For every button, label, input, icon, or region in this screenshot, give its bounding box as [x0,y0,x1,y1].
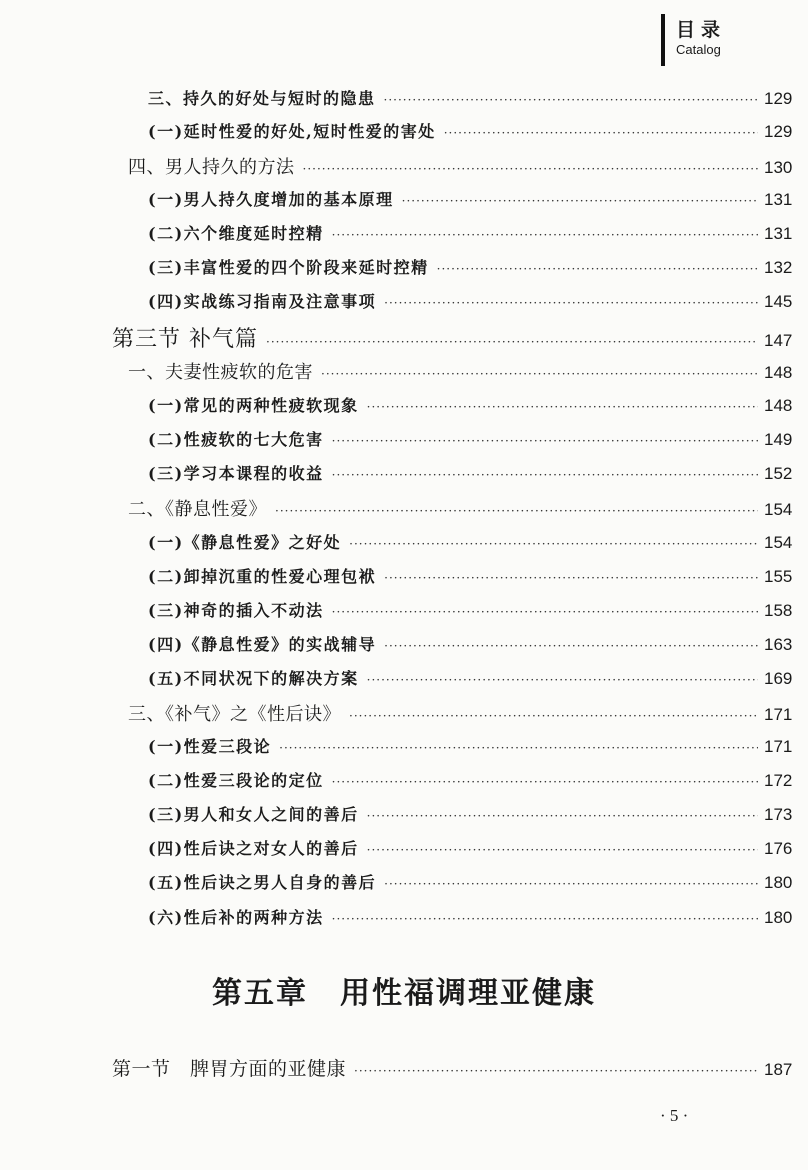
toc-leader-dots [402,194,758,208]
toc-entry-page: 187 [764,1060,793,1079]
toc-leader-dots [384,639,758,653]
header-bar [661,14,665,66]
toc-entry-page: 129 [764,89,793,108]
toc-leader-dots [384,877,758,891]
toc-entry[interactable] [0,119,808,142]
header-subtitle: Catalog [676,42,721,57]
toc-entry[interactable] [0,427,808,450]
toc-entry-title: (一)性爱三段论 [148,737,272,756]
toc-entry-page: 158 [764,601,793,620]
toc-leader-dots [332,468,758,482]
toc-entry-page: 180 [764,908,793,927]
toc-entry-title: (二)六个维度延时控精 [148,224,324,243]
toc-entry[interactable] [0,666,808,689]
toc-entry[interactable] [0,289,808,312]
toc-leader-dots [367,809,758,823]
toc-leader-dots [384,93,758,107]
toc-leader-dots [279,741,758,755]
toc-entry-page: 132 [764,258,793,277]
toc-entry-title: (六)性后补的两种方法 [148,908,324,927]
toc-entry-title: (三)男人和女人之间的善后 [148,805,359,824]
toc-entry[interactable] [0,393,808,416]
toc-entry-page: 145 [764,292,793,311]
toc-entry-page: 172 [764,771,793,790]
toc-leader-dots [321,367,758,381]
toc-leader-dots [332,605,758,619]
toc-entry-page: 129 [764,122,793,141]
toc-entry-title: (二)性疲软的七大危害 [148,430,324,449]
toc-entry-title: 二、《静息性爱》 [128,499,267,520]
toc-leader-dots [266,335,758,349]
toc-entry-page: 131 [764,190,793,209]
toc-leader-dots [332,912,758,926]
toc-entry[interactable] [0,905,808,928]
toc-entry[interactable] [0,564,808,587]
toc-entry[interactable] [0,836,808,859]
toc-entry-title: (三)学习本课程的收益 [148,464,324,483]
toc-entry-title: (四)实战练习指南及注意事项 [148,292,377,311]
toc-entry[interactable] [0,700,808,726]
page-number: · 5 · [660,1106,689,1125]
toc-leader-dots [349,537,758,551]
toc-leader-dots [444,126,758,140]
toc-entry[interactable] [0,86,808,109]
toc-leader-dots [384,571,758,585]
toc-entry-page: 148 [764,396,793,415]
toc-entry-page: 173 [764,805,793,824]
toc-entry-title: (一)延时性爱的好处,短时性爱的害处 [148,122,436,141]
toc-entry[interactable] [0,221,808,244]
header-title: 目录 [676,19,727,41]
toc-entry-page: 169 [764,669,793,688]
toc-entry[interactable] [0,187,808,210]
chapter-title: 第五章 用性福调理亚健康 [212,976,596,1011]
toc-entry-page: 148 [764,363,793,382]
toc-entry-title: (三)神奇的插入不动法 [148,601,324,620]
toc-entry-title: 一、夫妻性疲软的危害 [128,362,313,383]
toc-entry-page: 131 [764,224,793,243]
toc-entry[interactable] [0,530,808,553]
toc-entry-title: (四)性后诀之对女人的善后 [148,839,359,858]
toc-leader-dots [384,296,758,310]
toc-entry-title: (二)卸掉沉重的性爱心理包袱 [148,567,377,586]
toc-entry[interactable] [0,768,808,791]
toc-entry-title: 四、男人持久的方法 [128,157,295,178]
toc-leader-dots [332,775,758,789]
toc-entry[interactable] [0,632,808,655]
toc-entry-page: 163 [764,635,793,654]
toc-leader-dots [332,228,758,242]
toc-leader-dots [367,400,758,414]
toc-entry[interactable] [0,802,808,825]
toc-entry-page: 130 [764,158,793,177]
toc-entry-page: 154 [764,533,793,552]
toc-leader-dots [367,673,758,687]
toc-entry-title: (五)性后诀之男人自身的善后 [148,873,377,892]
toc-entry[interactable] [0,255,808,278]
toc-entry-title: (二)性爱三段论的定位 [148,771,324,790]
toc-entry-page: 176 [764,839,793,858]
toc-entry-page: 171 [764,705,793,724]
toc-entry[interactable] [0,870,808,893]
toc-entry-title: (四)《静息性爱》的实战辅导 [148,635,377,654]
toc-entry-section[interactable] [0,1054,808,1081]
toc-entry[interactable] [0,734,808,757]
toc-entry[interactable] [0,495,808,521]
toc-leader-dots [332,434,758,448]
toc-entry-title: 三、《补气》之《性后诀》 [128,704,341,725]
toc-entry-title: 第一节 脾胃方面的亚健康 [112,1058,347,1080]
toc-entry[interactable] [0,461,808,484]
toc-entry[interactable] [0,598,808,621]
toc-entry-page: 171 [764,737,793,756]
toc-leader-dots [437,262,758,276]
toc-leader-dots [354,1064,758,1078]
toc-entry-page: 149 [764,430,793,449]
toc-entry[interactable] [0,358,808,384]
toc-entry-page: 152 [764,464,793,483]
toc-entry-title: (三)丰富性爱的四个阶段来延时控精 [148,258,429,277]
toc-entry-title: (一)《静息性爱》之好处 [148,533,342,552]
toc-entry-title: 第三节 补气篇 [112,327,258,352]
toc-entry-title: (一)常见的两种性疲软现象 [148,396,359,415]
toc-entry-page: 147 [764,331,793,350]
toc-entry-page: 154 [764,500,793,519]
toc-leader-dots [367,843,758,857]
toc-entry-title: (一)男人持久度增加的基本原理 [148,190,394,209]
toc-leader-dots [349,709,758,723]
toc-entry[interactable] [0,322,808,353]
toc-leader-dots [275,504,758,518]
toc-entry-title: (五)不同状况下的解决方案 [148,669,359,688]
toc-leader-dots [303,162,759,176]
toc-entry-title: 三、持久的好处与短时的隐患 [148,89,376,108]
toc-entry[interactable] [0,153,808,179]
toc-entry-page: 180 [764,873,793,892]
toc-entry-page: 155 [764,567,793,586]
